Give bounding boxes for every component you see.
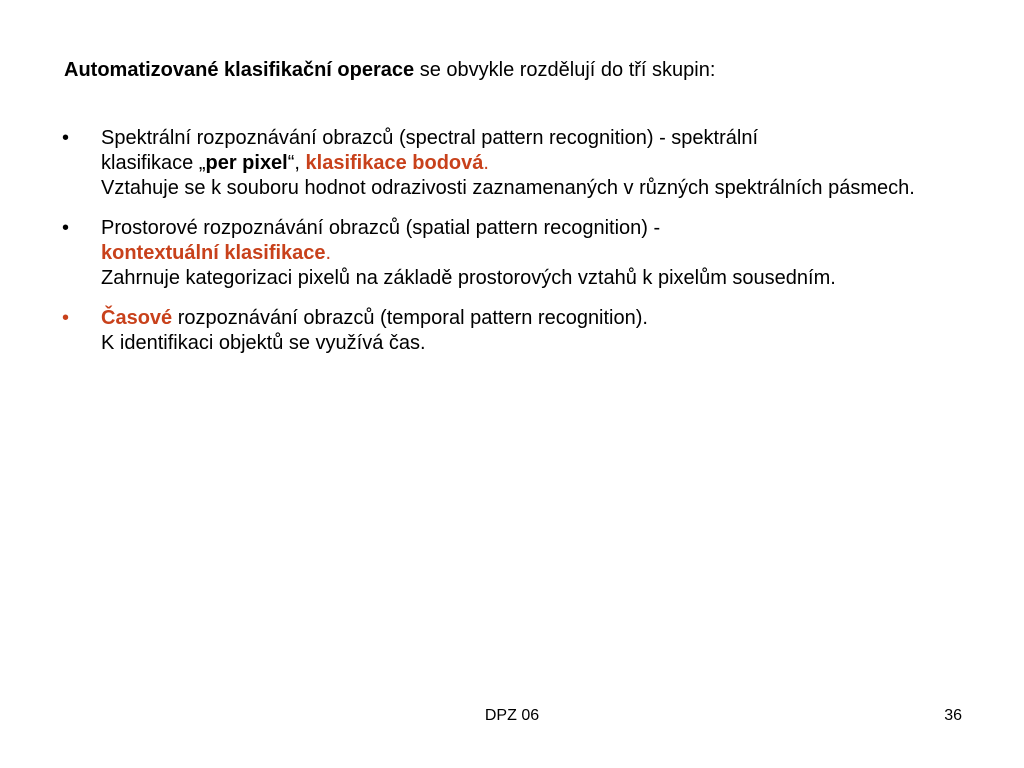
- bullet-description: K identifikaci objektů se využívá čas.: [101, 332, 426, 354]
- bullet-text: Prostorové rozpoznávání obrazců (spatial pattern recognition) -: [101, 217, 661, 239]
- footer-title: DPZ 06: [484, 707, 540, 724]
- bullet-marker: •: [62, 127, 70, 149]
- intro-bold-term: Automatizované klasifikační operace: [64, 59, 415, 81]
- bullet-text-mid: “,: [287, 152, 306, 174]
- bullet-text: rozpoznávání obrazců (temporal pattern recognition).: [172, 307, 648, 329]
- intro-sentence: [64, 57, 964, 83]
- slide-number: 36: [944, 707, 962, 724]
- bullet-item-spatial: [62, 216, 962, 291]
- bullet-marker: •: [62, 307, 70, 329]
- highlight-dot: .: [325, 242, 332, 264]
- bullet-marker: •: [62, 217, 70, 239]
- bullet-description: Vztahuje se k souboru hodnot odrazivosti zaznamenaných v různých spektrálních pásmech.: [101, 177, 915, 199]
- intro-rest: se obvykle rozdělují do tří skupin:: [414, 59, 716, 81]
- bullet-text-pre: klasifikace „: [101, 152, 206, 174]
- bullet-item-temporal: [62, 306, 962, 356]
- bullet-text: Spektrální rozpoznávání obrazců (spectral pattern recognition) - spektrální: [101, 127, 759, 149]
- bullet-item-spectral: [62, 126, 962, 201]
- bullet-description: Zahrnuje kategorizaci pixelů na základě prostorových vztahů k pixelům sousedním.: [101, 267, 836, 289]
- highlight-term: kontextuální klasifikace: [101, 242, 326, 264]
- per-pixel-term: per pixel: [205, 152, 288, 174]
- highlight-term: klasifikace bodová: [305, 152, 484, 174]
- bullet-list: [62, 126, 962, 371]
- highlight-dot: .: [483, 152, 489, 174]
- highlight-term: Časové: [101, 307, 173, 329]
